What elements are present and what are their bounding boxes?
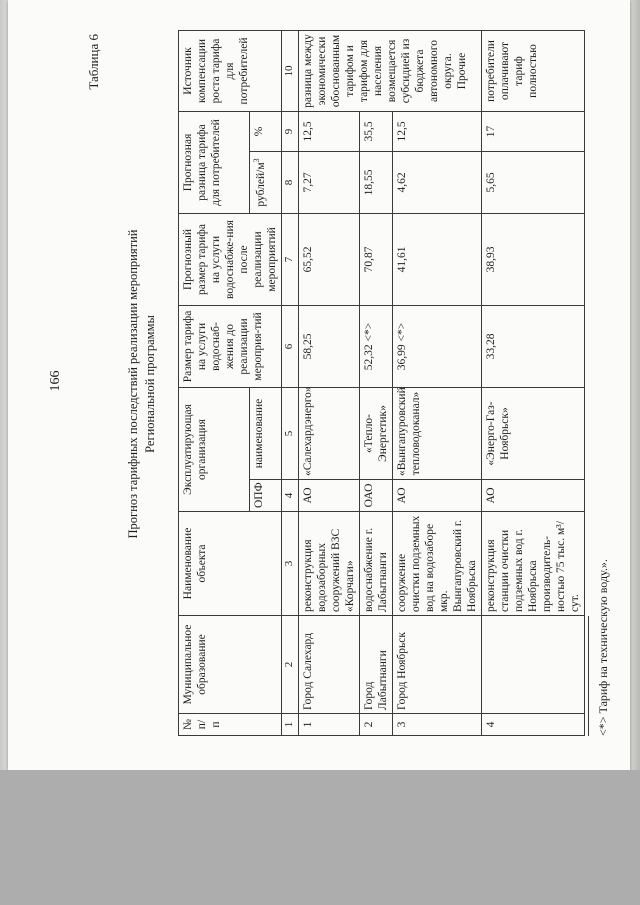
- row-municipality: Город Ноябрьск: [392, 616, 481, 714]
- row-diff-rub: 7,27: [298, 151, 359, 213]
- row-municipality: [481, 616, 584, 714]
- table-title-line1: Прогноз тарифных последствий реализации мероприятий: [126, 229, 140, 539]
- column-number: 2: [282, 616, 298, 714]
- row-tariff-after: 41,61: [392, 213, 481, 305]
- row-num: 2: [359, 714, 392, 736]
- row-diff-rub: 18,55: [359, 151, 392, 213]
- rotated-page: [8, 4, 628, 764]
- row-operator-name: «Энерго-Газ-Ноябрьск»: [481, 387, 584, 479]
- header-pct: %: [250, 111, 282, 151]
- row-diff-rub: 4,62: [392, 151, 481, 213]
- table-row: [392, 30, 481, 735]
- row-operator-name: «Салехардэнерго»: [298, 387, 359, 479]
- row-opf: АО: [392, 480, 481, 512]
- row-diff-pct: 17: [481, 111, 584, 151]
- column-number: 5: [282, 387, 298, 479]
- footnote-divider: [588, 616, 589, 736]
- row-diff-pct: 12,5: [298, 111, 359, 151]
- header-rub-text: рублей/м: [255, 162, 268, 207]
- row-diff-rub: 5,65: [481, 151, 584, 213]
- header-num: № п/п: [179, 714, 282, 736]
- header-tariff-before: Размер тарифа на услуги водоснаб-жения до реализации мероприя-тий: [179, 305, 282, 387]
- row-opf: ОАО: [359, 480, 392, 512]
- header-operator: Эксплуатирующая организация: [179, 387, 250, 511]
- row-municipality: Город Салехард: [298, 616, 359, 714]
- row-diff-pct: 35,5: [359, 111, 392, 151]
- table-row: [359, 30, 392, 735]
- row-num: 4: [481, 714, 584, 736]
- row-tariff-after: 38,93: [481, 213, 584, 305]
- header-rub-sup: 3: [252, 158, 262, 163]
- column-number: 10: [282, 30, 298, 111]
- scanner-background: [0, 770, 640, 905]
- row-object: реконструкция водозаборных сооружений ВЗС «Корчаги»: [298, 512, 359, 616]
- table-title-line2: Региональной программы: [143, 315, 157, 453]
- row-tariff-before: 36,99 <*>: [392, 305, 481, 387]
- table-label: Таблица 6: [86, 34, 101, 90]
- column-number-row: [282, 30, 298, 735]
- column-number: 1: [282, 714, 298, 736]
- footnote: <*> Тариф на техническую воду.».: [596, 559, 610, 736]
- table-row: [298, 30, 359, 735]
- source-compensation-text: разница между экономически обоснованным тарифом и тарифом для населения возмещается субсидией из бюджета автономного округа. Прочие: [298, 30, 481, 111]
- header-name: наименование: [250, 387, 282, 479]
- row-operator-name: «Вынгапуровский тепловодоканал»: [392, 387, 481, 479]
- row-municipality: Город Лабытнанги: [359, 616, 392, 714]
- row-object: реконструкция станции очистки подземных вод г. Ноябрьска производитель-ностью 75 тыс. м³/сут.: [481, 512, 584, 616]
- page-number: 166: [48, 370, 63, 392]
- row-num: 3: [392, 714, 481, 736]
- row-operator-name: «Тепло-Энергетик»: [359, 387, 392, 479]
- row-object: водоснабжение г. Лабытнанги: [359, 512, 392, 616]
- row-object: сооружение очистки подземных вод на водозаборе мкр. Вынгапуровский г. Ноябрьска: [392, 512, 481, 616]
- row-diff-pct: 12,5: [392, 111, 481, 151]
- source-compensation-text-cont: потребители оплачивают тариф полностью: [481, 30, 584, 111]
- row-opf: АО: [481, 480, 584, 512]
- row-tariff-before: 52,32 <*>: [359, 305, 392, 387]
- table-row: [481, 30, 584, 735]
- column-number: 9: [282, 111, 298, 151]
- column-number: 7: [282, 213, 298, 305]
- header-opf: ОПФ: [250, 480, 282, 512]
- row-tariff-after: 65,52: [298, 213, 359, 305]
- tariff-forecast-table: [178, 30, 585, 736]
- header-source: Источник компенсации роста тарифа для потребителей: [179, 30, 282, 111]
- column-number: 6: [282, 305, 298, 387]
- header-object: Наименование объекта: [179, 512, 282, 616]
- column-number: 8: [282, 151, 298, 213]
- row-opf: АО: [298, 480, 359, 512]
- row-tariff-after: 70,87: [359, 213, 392, 305]
- column-number: 3: [282, 512, 298, 616]
- column-number: 4: [282, 480, 298, 512]
- row-tariff-before: 58,25: [298, 305, 359, 387]
- row-tariff-before: 33,28: [481, 305, 584, 387]
- header-rub: [250, 151, 282, 213]
- header-difference: Прогнозная разница тарифа для потребителей: [179, 111, 250, 213]
- row-num: 1: [298, 714, 359, 736]
- header-row: [179, 30, 250, 735]
- header-municipality: Муниципальное образование: [179, 616, 282, 714]
- header-tariff-after: Прогнозный размер тарифа на услуги водоснабже-ния после реализации мероприятий: [179, 213, 282, 305]
